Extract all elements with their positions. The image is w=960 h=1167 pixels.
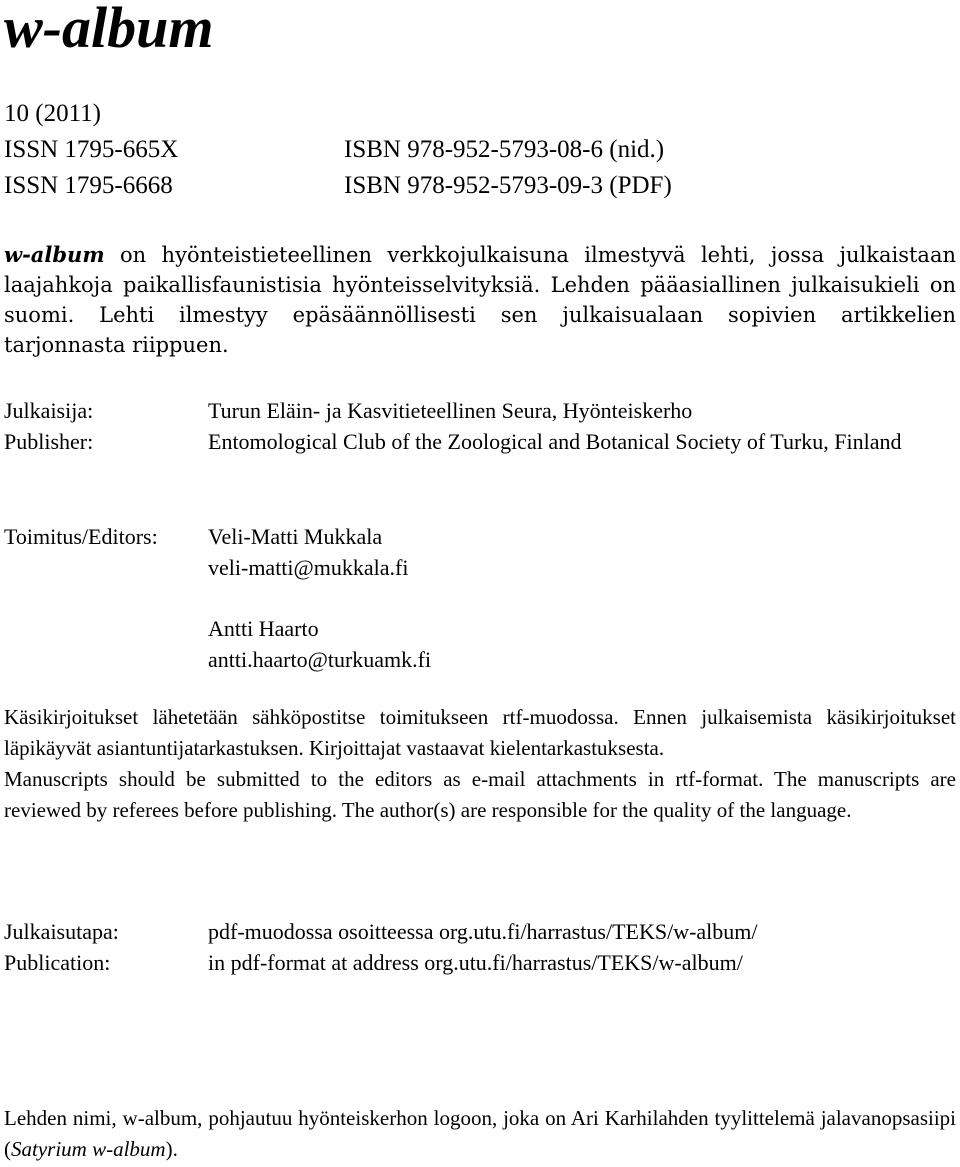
publisher-name-fi: Turun Eläin- ja Kasvitieteellinen Seura, Hyönteiskerho (208, 398, 693, 423)
publisher-section (4, 395, 956, 457)
online-identifiers-row (4, 168, 672, 204)
publisher-names (208, 395, 956, 457)
publication-value-fi: pdf-muodossa osoitteessa org.utu.fi/harrastus/TEKS/w-album/ (208, 919, 758, 944)
editor-spacer (208, 583, 956, 613)
issn-print: ISSN 1795-665X (4, 136, 179, 163)
name-origin-end: ). (165, 1137, 178, 1161)
publication-label-fi: Julkaisutapa: (4, 919, 119, 944)
editors-label: Toimitus/Editors: (4, 524, 158, 549)
manuscript-instructions (4, 702, 956, 826)
isbn-online: ISBN 978-952-5793-09-3 (PDF) (344, 172, 672, 199)
editors-section (4, 521, 956, 675)
editors-row (4, 521, 956, 675)
publication-labels (4, 916, 208, 978)
publisher-label-en: Publisher: (4, 429, 94, 454)
manuscript-instructions-en: Manuscripts should be submitted to the editors as e-mail attachments in rtf-format. The manuscripts are reviewed by referees before publishing. The author(s) are responsible for the quality of the language. (4, 767, 956, 822)
editor-name: Antti Haarto (208, 616, 319, 641)
publication-section (4, 916, 956, 978)
volume-row (4, 96, 672, 132)
editor-email-link[interactable]: antti.haarto@turkuamk.fi (208, 647, 432, 672)
manuscript-instructions-fi: Käsikirjoitukset lähetetään sähköpostitse toimitukseen rtf-muodossa. Ennen julkaisemista käsikirjoitukset läpikäyvät asiantuntijatarkastuksen. Kirjoittajat vastaavat kielentarkastuksesta. (4, 705, 956, 760)
name-origin-text: Lehden nimi, w-album, pohjautuu hyönteiskerhon logoon, joka on Ari Karhilahden tyylittelemä jalavanopsasiipi ( (4, 1106, 956, 1161)
editor-name: Veli-Matti Mukkala (208, 524, 383, 549)
editors-list (208, 521, 956, 675)
issn-online: ISSN 1795-6668 (4, 172, 173, 199)
volume-year: 10 (2011) (4, 100, 101, 127)
publisher-row (4, 395, 956, 457)
editor-email-link[interactable]: veli-matti@mukkala.fi (208, 555, 409, 580)
name-origin-note (4, 1103, 956, 1165)
publication-values (208, 916, 956, 978)
publication-value-en: in pdf-format at address org.utu.fi/harrastus/TEKS/w-album/ (208, 950, 743, 975)
publisher-name-en: Entomological Club of the Zoological and Botanical Society of Turku, Finland (208, 429, 902, 454)
publisher-label-fi: Julkaisija: (4, 398, 94, 423)
publication-label-en: Publication: (4, 950, 111, 975)
publication-row (4, 916, 956, 978)
issue-info (4, 96, 672, 204)
intro-paragraph (4, 240, 956, 360)
journal-title: w-album (4, 0, 214, 60)
intro-text: on hyönteistieteellinen verkkojulkaisuna ilmestyvä lehti, jossa julkaistaan laajahkoja paikallisfaunistisia hyönteisselvityksiä. Lehden pääasiallinen julkaisukieli on suomi. Lehti ilmestyy epäsäännöllisesti sen julkaisualaan sopivien artikkelien tarjonnasta riippuen. (4, 243, 956, 357)
intro-lead-title: w-album (4, 242, 105, 267)
isbn-print: ISBN 978-952-5793-08-6 (nid.) (344, 136, 665, 163)
print-identifiers-row (4, 132, 672, 168)
publisher-labels (4, 395, 208, 457)
species-name: Satyrium w-album (11, 1137, 166, 1161)
